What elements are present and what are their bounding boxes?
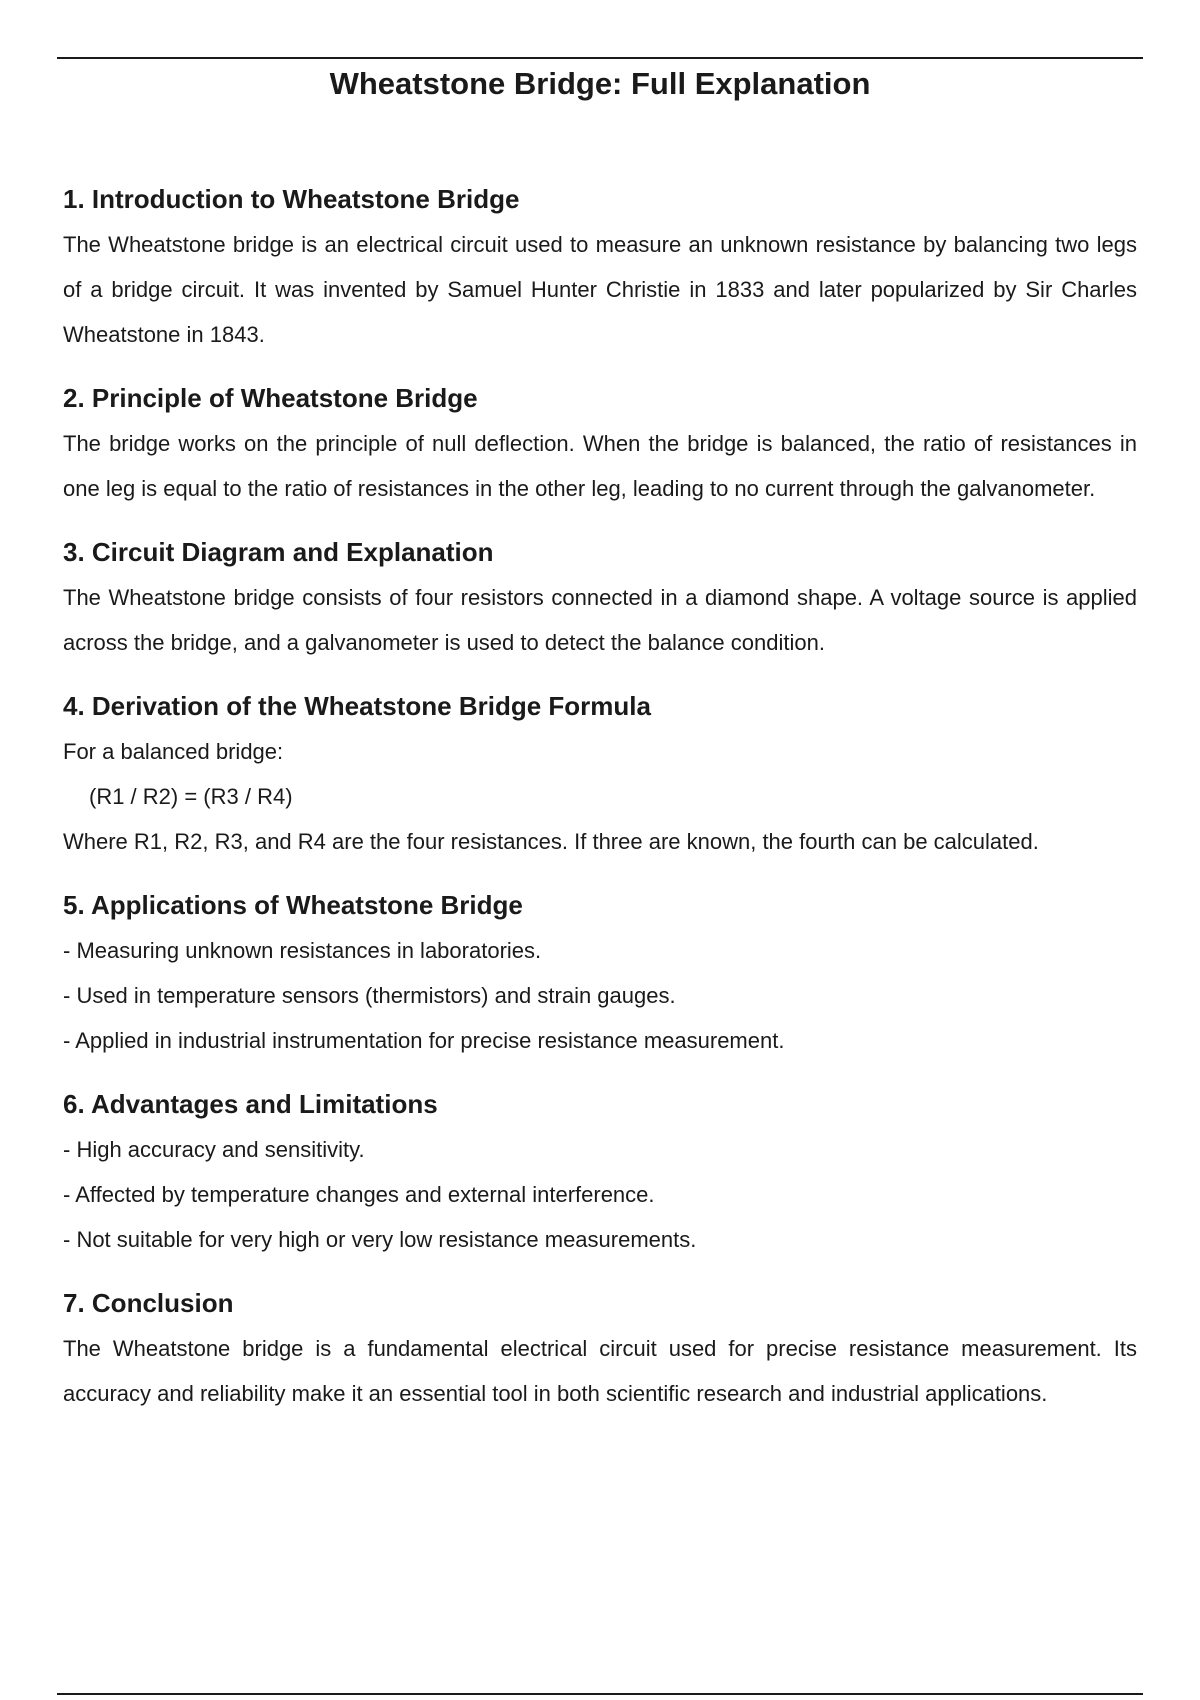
section-conclusion: [63, 1280, 1137, 1416]
section-circuit-diagram: [63, 529, 1137, 665]
bottom-rule: [57, 1693, 1143, 1695]
section-applications: [63, 882, 1137, 1063]
section-heading: 2. Principle of Wheatstone Bridge: [63, 383, 478, 413]
list-item: - Applied in industrial instrumentation for precise resistance measurement.: [63, 1028, 785, 1053]
list-item: - Measuring unknown resistances in laboratories.: [63, 938, 542, 963]
section-heading: 5. Applications of Wheatstone Bridge: [63, 890, 523, 920]
top-rule: [57, 57, 1143, 59]
section-paragraph: The bridge works on the principle of null deflection. When the bridge is balanced, the ratio of resistances in one leg is equal to the ratio of resistances in the other leg, leading to no current through the galvanometer.: [63, 431, 1137, 501]
section-heading: 3. Circuit Diagram and Explanation: [63, 537, 494, 567]
section-heading: 7. Conclusion: [63, 1288, 234, 1318]
section-paragraph: The Wheatstone bridge is an electrical circuit used to measure an unknown resistance by balancing two legs of a bridge circuit. It was invented by Samuel Hunter Christie in 1833 and later popularized by Sir Charles Wheatstone in 1843.: [63, 232, 1137, 347]
list-item: - Not suitable for very high or very low resistance measurements.: [63, 1227, 697, 1252]
document-title: Wheatstone Bridge: Full Explanation: [329, 66, 871, 101]
section-paragraph: Where R1, R2, R3, and R4 are the four resistances. If three are known, the fourth can be calculated.: [63, 829, 1039, 854]
section-paragraph: The Wheatstone bridge consists of four resistors connected in a diamond shape. A voltage source is applied across the bridge, and a galvanometer is used to detect the balance condition.: [63, 585, 1137, 655]
list-item: - High accuracy and sensitivity.: [63, 1137, 365, 1162]
section-advantages-limitations: [63, 1081, 1137, 1262]
list-item: - Used in temperature sensors (thermistors) and strain gauges.: [63, 983, 676, 1008]
section-principle: [63, 375, 1137, 511]
derivation-intro: For a balanced bridge:: [63, 739, 284, 764]
list-item: - Affected by temperature changes and external interference.: [63, 1182, 655, 1207]
section-introduction: [63, 176, 1137, 357]
section-heading: 4. Derivation of the Wheatstone Bridge Formula: [63, 691, 651, 721]
document-body: [63, 176, 1137, 1434]
section-heading: 6. Advantages and Limitations: [63, 1089, 438, 1119]
section-derivation: [63, 683, 1137, 864]
section-paragraph: The Wheatstone bridge is a fundamental electrical circuit used for precise resistance measurement. Its accuracy and reliability make it an essential tool in both scientific research and industrial applications.: [63, 1336, 1137, 1406]
section-heading: 1. Introduction to Wheatstone Bridge: [63, 184, 520, 214]
balance-formula: (R1 / R2) = (R3 / R4): [89, 784, 293, 809]
